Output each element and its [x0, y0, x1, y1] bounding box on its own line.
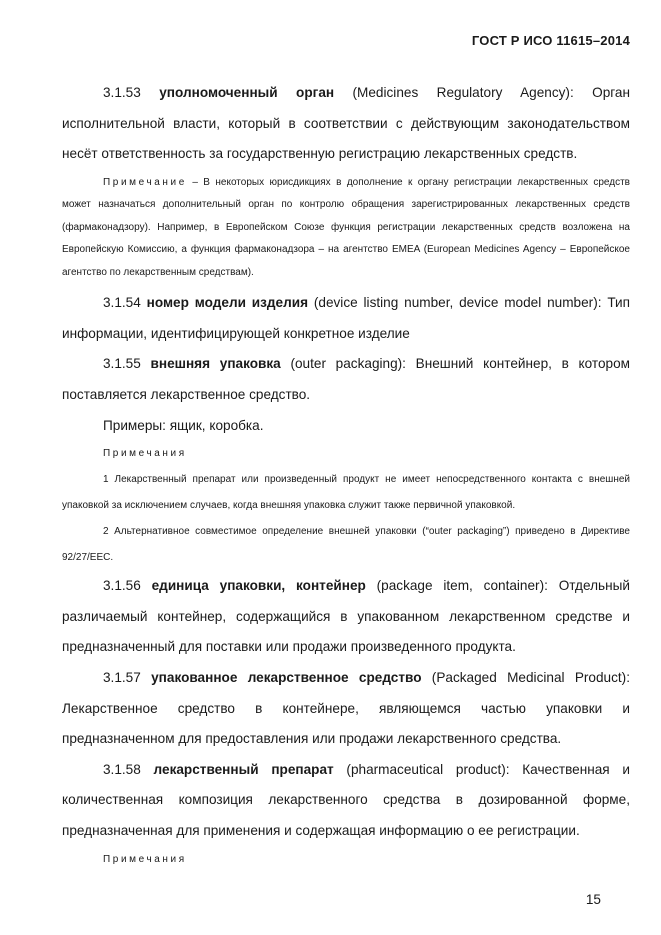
- document-header: ГОСТ Р ИСО 11615–2014: [471, 33, 630, 48]
- note-item-1: 1 Лекарственный препарат или произведенный продукт не имеет непосредственного контакта с внешней упаковкой за исключением случаев, когда внешняя упаковка служит также первичной упаковкой.: [62, 474, 630, 512]
- note-text: – В некоторых юрисдикциях в дополнение к органу регистрации лекарственных средств может назначаться дополнительный орган по контролю обращения зарегистрированных лекарственных средств (фармаконадзору). Например, в Европейском Союзе функция регистрации лекарственных средств возложена на Европейскую Комиссию, а функция фармаконадзора – на агентство EMEA (European Medicines Agency – Европейское агентство по лекарственным средствам).: [62, 176, 630, 278]
- clause-number: 3.1.55: [103, 356, 141, 372]
- notes-heading-3-1-55: Примечания: [103, 448, 187, 460]
- term: уполномоченный орган: [159, 85, 335, 100]
- note-3-1-53: [62, 172, 630, 285]
- definition-3-1-55: [62, 349, 630, 410]
- clause-number: 3.1.57: [103, 670, 141, 686]
- definition-text: (pharmaceutical product): Качественная и количественная композиция лекарственного средства в дозированной форме, предназначенная для применения и содержащая информацию о ее регистрации.: [62, 761, 631, 838]
- definition-text: (Packaged Medicinal Product): Лекарственное средство в контейнере, являющемся частью упаковки и предназначенном для предоставления или продажи лекарственного средства.: [62, 670, 630, 747]
- note-label: Примечание: [103, 176, 187, 188]
- definition-3-1-53: [62, 78, 630, 170]
- term: внешняя упаковка: [150, 356, 281, 372]
- clause-number: 3.1.53: [103, 85, 141, 100]
- definition-3-1-57: [62, 663, 630, 755]
- clause-number: 3.1.58: [103, 761, 141, 777]
- definition-3-1-54: [62, 288, 630, 349]
- definition-text: (outer packaging): Внешний контейнер, в котором поставляется лекарственное средство.: [62, 356, 631, 403]
- term: единица упаковки, контейнер: [151, 578, 366, 594]
- term: номер модели изделия: [146, 295, 309, 311]
- note-item-2: 2 Альтернативное совместимое определение внешней упаковки (“outer packaging”) приведено в Директиве 92/27/EEC.: [62, 526, 630, 564]
- document-body: [62, 78, 630, 873]
- example-3-1-55: Примеры: ящик, коробка.: [103, 417, 264, 433]
- definition-text: (package item, container): Отдельный различаемый контейнер, содержащийся в упакованном лекарственном средстве и предназначенный для поставки или продажи произведенного продукта.: [62, 578, 630, 655]
- definition-3-1-58: [62, 755, 630, 847]
- definition-3-1-56: [62, 571, 630, 663]
- clause-number: 3.1.56: [103, 578, 141, 594]
- notes-heading-3-1-58: Примечания: [103, 853, 187, 865]
- definition-text: (Medicines Regulatory Agency): Орган исполнительной власти, который в соответствии с действующим законодательством несёт ответственность за государственную регистрацию лекарственных средств.: [62, 85, 631, 162]
- term: упакованное лекарственное средство: [151, 670, 422, 686]
- definition-text: (device listing number, device model number): Тип информации, идентифицирующей конкретное изделие: [62, 295, 631, 341]
- clause-number: 3.1.54: [103, 295, 141, 311]
- page-number: 15: [585, 892, 601, 907]
- term: лекарственный препарат: [153, 761, 334, 777]
